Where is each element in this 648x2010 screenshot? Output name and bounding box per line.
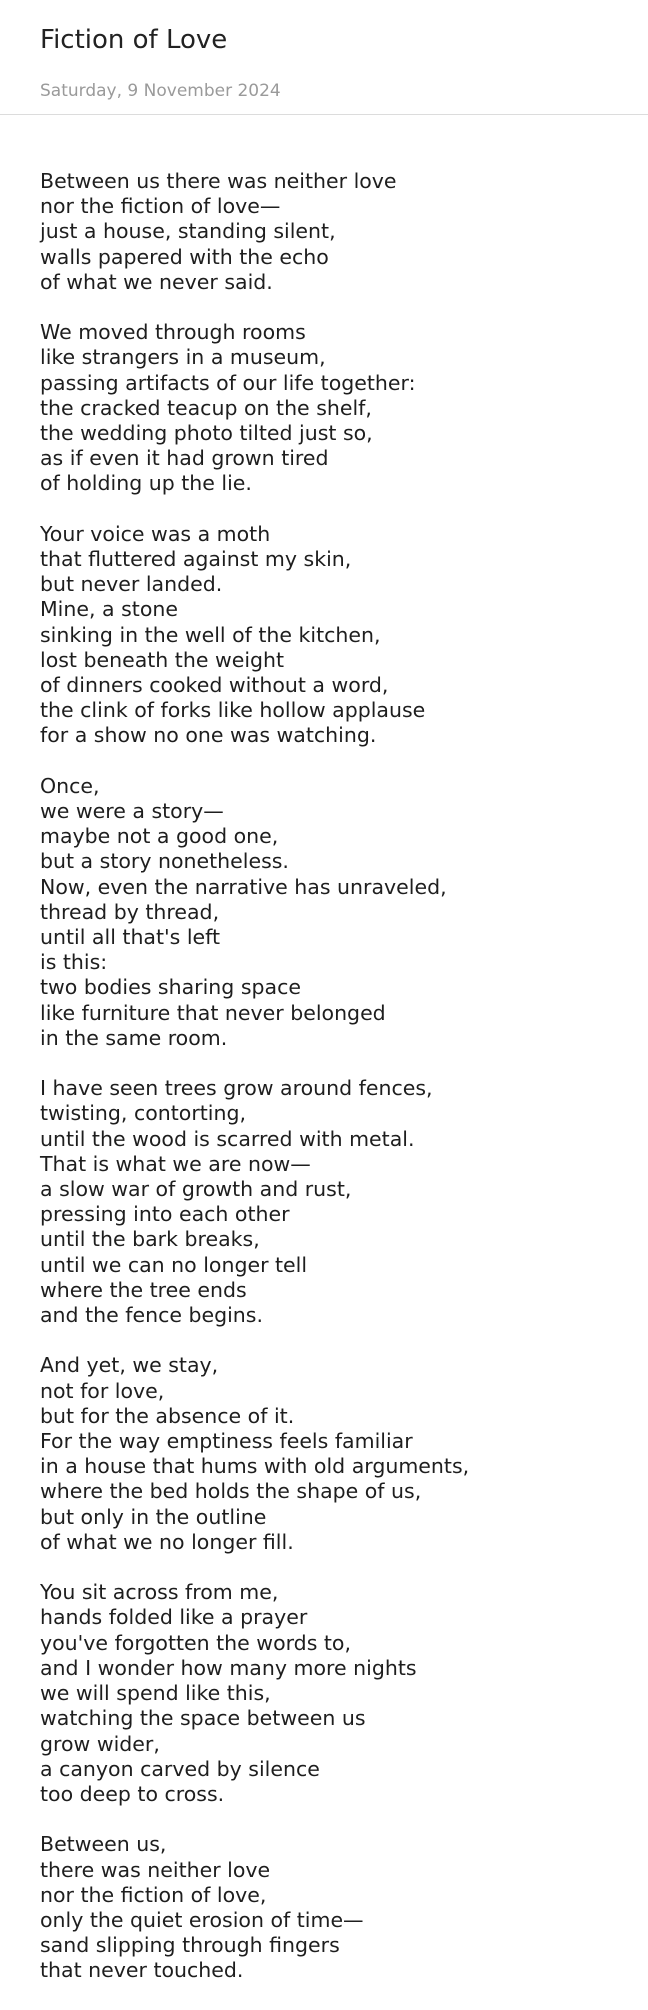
poem-line: only the quiet erosion of time— <box>40 1907 364 1932</box>
poem-line: of what we no longer fill. <box>40 1529 294 1554</box>
poem-line: where the bed holds the shape of us, <box>40 1479 422 1504</box>
poem-line: the clink of forks like hollow applause <box>40 698 426 723</box>
poem-line: I have seen trees grow around fences, <box>40 1076 433 1101</box>
poem-line: until we can no longer tell <box>40 1252 308 1277</box>
poem-line: lost beneath the weight <box>40 647 285 672</box>
poem-line: thread by thread, <box>40 899 220 924</box>
poem-line: maybe not a good one, <box>40 824 279 849</box>
poem-line: for a show no one was watching. <box>40 723 377 748</box>
poem-line: until the wood is scarred with metal. <box>40 1126 415 1151</box>
poem-line: of holding up the lie. <box>40 471 252 496</box>
post-date: Saturday, 9 November 2024 <box>40 81 281 101</box>
poem-line: And yet, we stay, <box>40 1353 219 1378</box>
poem-line: but for the absence of it. <box>40 1403 295 1428</box>
poem-line: until all that's left <box>40 925 221 950</box>
poem-line: until the bark breaks, <box>40 1227 260 1252</box>
poem-line: but never landed. <box>40 572 223 597</box>
poem-line: there was neither love <box>40 1857 271 1882</box>
page-title: Fiction of Love <box>40 25 228 55</box>
poem-stanza <box>40 1580 608 1807</box>
poem-line: but a story nonetheless. <box>40 849 289 874</box>
poem-line: sand slipping through fingers <box>40 1933 340 1958</box>
poem-stanza <box>40 169 608 295</box>
poem-line: just a house, standing silent, <box>40 219 336 244</box>
poem-line: is this: <box>40 950 108 975</box>
poem-line: and the fence begins. <box>40 1303 263 1328</box>
poem-line: where the tree ends <box>40 1277 247 1302</box>
poem-line: that never touched. <box>40 1958 244 1983</box>
poem-line: of what we never said. <box>40 269 273 294</box>
poem-line: grow wider, <box>40 1731 160 1756</box>
poem-line: nor the fiction of love, <box>40 1882 267 1907</box>
poem-line: twisting, contorting, <box>40 1101 247 1126</box>
poem-line: We moved through rooms <box>40 320 306 345</box>
poem-stanza <box>40 1353 608 1555</box>
poem-stanza <box>40 522 608 749</box>
poem-line: Now, even the narrative has unraveled, <box>40 874 447 899</box>
poem-line: walls papered with the echo <box>40 244 329 269</box>
poem-line: we will spend like this, <box>40 1681 271 1706</box>
poem-line: a canyon carved by silence <box>40 1756 320 1781</box>
poem-line: of dinners cooked without a word, <box>40 673 389 698</box>
poem-line: two bodies sharing space <box>40 975 301 1000</box>
poem-stanza <box>40 1076 608 1328</box>
poem-line: the wedding photo tilted just so, <box>40 421 373 446</box>
poem-line: Once, <box>40 773 100 798</box>
poem-line: not for love, <box>40 1378 165 1403</box>
poem-line: like strangers in a museum, <box>40 345 326 370</box>
poem-line: like furniture that never belonged <box>40 1000 386 1025</box>
poem-line: sinking in the well of the kitchen, <box>40 622 381 647</box>
poem-line: Between us, <box>40 1832 167 1857</box>
poem-line: you've forgotten the words to, <box>40 1630 351 1655</box>
poem-line: Mine, a stone <box>40 597 178 622</box>
poem-line: passing artifacts of our life together: <box>40 370 416 395</box>
poem-line: we were a story— <box>40 799 224 824</box>
poem-stanza <box>40 774 608 1051</box>
poem-line: too deep to cross. <box>40 1781 225 1806</box>
poem-line: and I wonder how many more nights <box>40 1655 417 1680</box>
poem-line: pressing into each other <box>40 1202 290 1227</box>
poem-body <box>0 115 648 1984</box>
poem-line: Your voice was a moth <box>40 521 271 546</box>
poem-line: a slow war of growth and rust, <box>40 1177 352 1202</box>
poem-line: nor the fiction of love— <box>40 194 281 219</box>
poem-line: You sit across from me, <box>40 1580 279 1605</box>
poem-line: the cracked teacup on the shelf, <box>40 395 372 420</box>
poem-line: that fluttered against my skin, <box>40 547 352 572</box>
poem-line: as if even it had grown tired <box>40 446 329 471</box>
poem-stanza <box>40 1832 608 1983</box>
poem-line: For the way emptiness feels familiar <box>40 1429 413 1454</box>
poem-line: in a house that hums with old arguments, <box>40 1454 470 1479</box>
poem-line: hands folded like a prayer <box>40 1605 308 1630</box>
poem-stanza <box>40 320 608 496</box>
poem-line: That is what we are now— <box>40 1151 311 1176</box>
poem-line: in the same room. <box>40 1025 228 1050</box>
poem-line: watching the space between us <box>40 1706 366 1731</box>
post-header <box>0 0 648 115</box>
poem-line: Between us there was neither love <box>40 169 397 193</box>
poem-line: but only in the outline <box>40 1504 267 1529</box>
